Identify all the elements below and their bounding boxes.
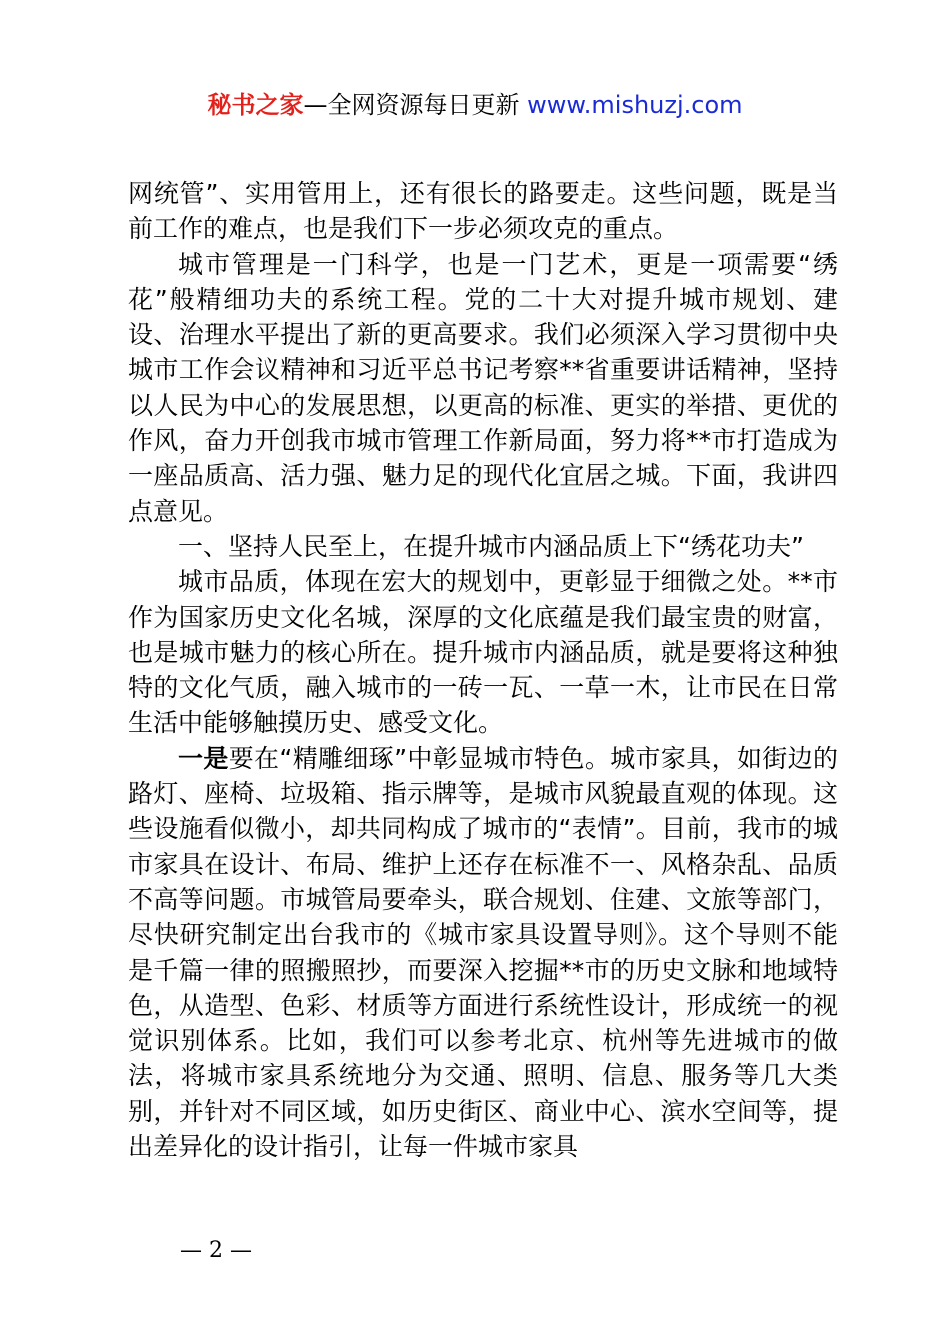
site-banner <box>0 88 950 122</box>
section-heading: 一、坚持人民至上，在提升城市内涵品质上下“绣花功夫” <box>178 531 804 561</box>
page-number: — 2 — <box>180 1238 252 1263</box>
point-lead: 一是 <box>178 743 229 773</box>
banner-tagline: —全网资源每日更新 <box>303 91 528 119</box>
brand-name: 秘书之家 <box>207 91 304 119</box>
site-url-link[interactable]: www.mishuzj.com <box>527 91 743 119</box>
paragraph-continuation: 网统管”、实用管用上，还有很长的路要走。这些问题，既是当前工作的难点，也是我们下一步必须攻克的重点。 <box>128 179 838 244</box>
document-body <box>128 176 838 1164</box>
paragraph-city-quality: 城市品质，体现在宏大的规划中，更彰显于细微之处。**市作为国家历史文化名城，深厚的文化底蕴是我们最宝贵的财富，也是城市魅力的核心所在。提升城市内涵品质，就是要将这种独特的文化气质，融入城市的一砖一瓦、一草一木，让市民在日常生活中能够触摸历史、感受文化。 <box>128 567 838 738</box>
paragraph-intro: 城市管理是一门科学，也是一门艺术，更是一项需要“绣花”般精细功夫的系统工程。党的二十大对提升城市规划、建设、治理水平提出了新的更高要求。我们必须深入学习贯彻中央城市工作会议精神和习近平总书记考察**省重要讲话精神，坚持以人民为中心的发展思想，以更高的标准、更实的举措、更优的作风，奋力开创我市城市管理工作新局面，努力将**市打造成为一座品质高、活力强、魅力足的现代化宜居之城。下面，我讲四点意见。 <box>128 249 838 526</box>
point-text: 要在“精雕细琢”中彰显城市特色。城市家具，如街边的路灯、座椅、垃圾箱、指示牌等，是城市风貌最直观的体现。这些设施看似微小，却共同构成了城市的“表情”。目前，我市的城市家具在设计、布局、维护上还存在标准不一、风格杂乱、品质不高等问题。市城管局要牵头，联合规划、住建、文旅等部门，尽快研究制定出台我市的《城市家具设置导则》。这个导则不能是千篇一律的照搬照抄，而要深入挖掘**市的历史文脉和地域特色，从造型、色彩、材质等方面进行系统性设计，形成统一的视觉识别体系。比如，我们可以参考北京、杭州等先进城市的做法，将城市家具系统地分为交通、照明、信息、服务等几大类别，并针对不同区域，如历史街区、商业中心、滨水空间等，提出差异化的设计指引，让每一件城市家具 <box>128 743 838 1162</box>
paragraph-first-point <box>128 741 838 1165</box>
